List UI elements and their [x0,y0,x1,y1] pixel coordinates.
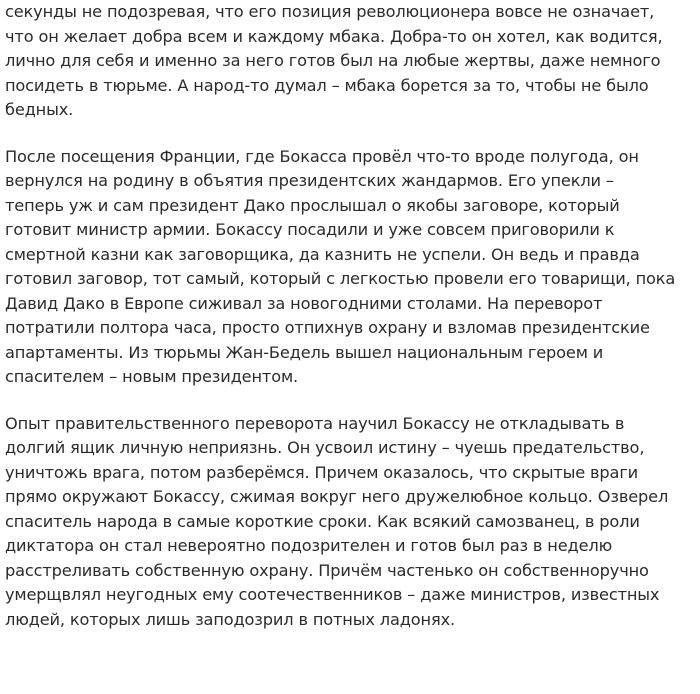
text-line: Давид Дако в Европе сиживал за новогодними столами. На переворот [5,293,603,313]
text-line: потратили полтора часа, просто отпихнув охрану и взломав президентские [5,318,650,337]
text-line: теперь уж и сам президент Дако прослышал о якобы заговоре, который [5,195,620,215]
paragraph-gap [5,123,695,145]
text-line: спаситель народа в самые короткие сроки. Как всякий самозванец, в роли [5,511,640,531]
text-line: готовил заговор, тот самый, который с легкостью провели его товарищи, пока [5,269,676,288]
text-line: диктатора он стал невероятно подозрителен и готов был раз в неделю [5,536,613,555]
text-line: умерщвлял неугодных ему соотечественников – даже министров, известных [5,585,660,604]
text-line: посидеть в тюрьме. А народ-то думал – мбака борется за то, чтобы не было [5,75,649,95]
text-line: секунды не подозревая, что его позиция революционера вовсе не означает, [5,2,655,21]
text-line: спасителем – новым президентом. [5,367,299,386]
text-line: прямо окружают Бокассу, сжимая вокруг него дружелюбное кольцо. Озверел [5,487,669,506]
paragraph-3 [5,412,695,633]
paragraph-2 [5,145,695,390]
text-line: После посещения Франции, где Бокасса провёл что-то вроде полугода, он [5,146,639,166]
paragraph-gap [5,390,695,412]
paragraph-1 [5,0,695,123]
text-line: людей, которых лишь заподозрил в потных ладонях. [5,609,456,629]
text-line: бедных. [5,100,74,119]
text-line: апартаменты. Из тюрьмы Жан-Бедель вышел национальным героем и [5,342,604,362]
text-line: что он желает добра всем и каждому мбака. Добра-то он хотел, как водится, [5,26,663,46]
text-line: готовит министр армии. Бокассу посадили и уже совсем приговорили к [5,220,615,239]
text-line: смертной казни как заговорщика, да казнить не успели. Он ведь и правда [5,244,640,264]
article-body [5,0,695,632]
text-line: лично для себя и именно за него готов был на любые жертвы, даже немного [5,51,661,70]
text-line: расстреливать собственную охрану. Причём частенько он собственноручно [5,560,649,580]
text-line: Опыт правительственного переворота научил Бокассу не откладывать в [5,413,625,433]
text-line: вернулся на родину в объятия президентских жандармов. Его упекли – [5,171,614,190]
text-line: уничтожь врага, потом разберёмся. Причем оказалось, что скрытые враги [5,462,639,482]
text-line: долгий ящик личную неприязнь. Он усвоил истину – чуешь предательство, [5,438,645,457]
